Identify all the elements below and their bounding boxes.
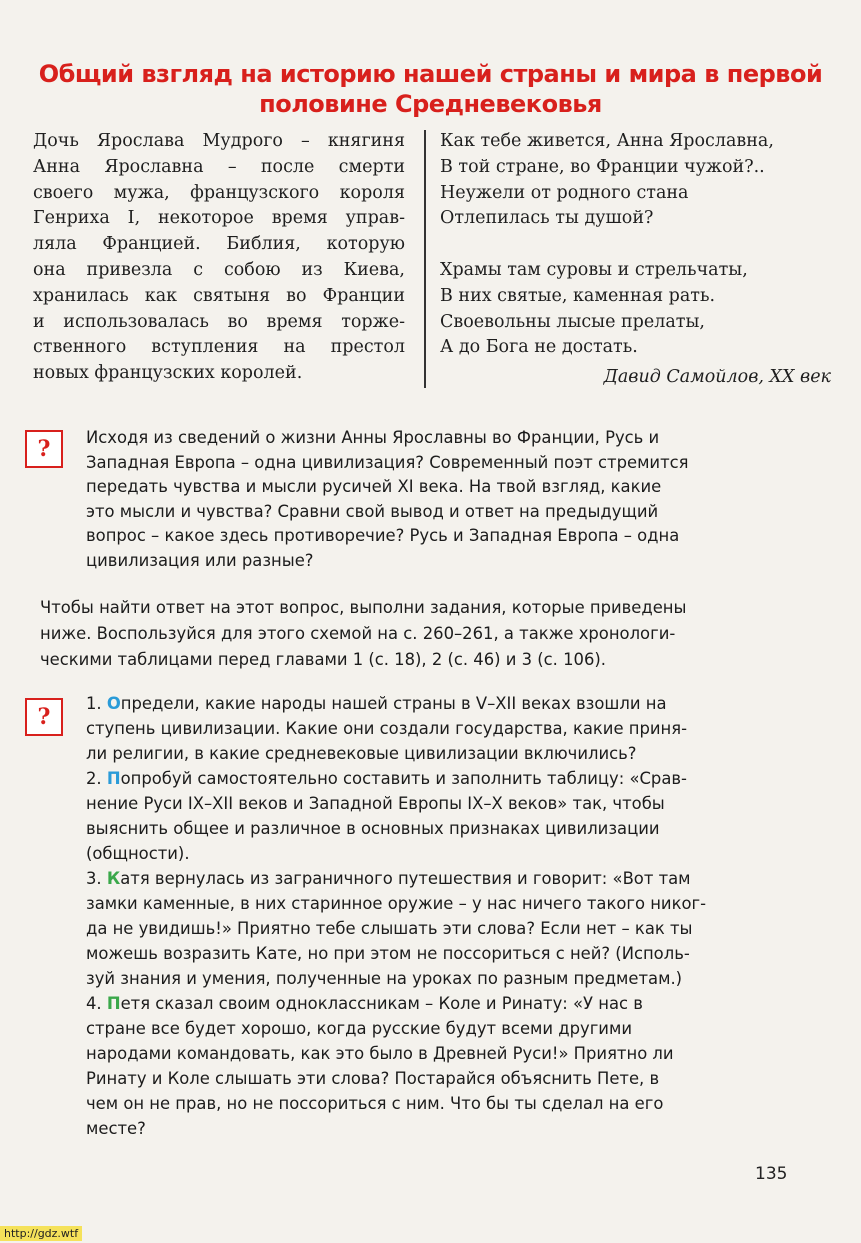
task-text: да не увидишь!» Приятно тебе слышать эти слова? Если нет – как ты — [86, 919, 693, 938]
task-line — [86, 1119, 146, 1138]
page-number: 135 — [755, 1164, 788, 1184]
text-line: и использовалась во время торже- — [33, 311, 405, 332]
task-text: предели, какие народы нашей страны в V–XII веках взошли на — [120, 694, 667, 713]
question-line: цивилизация или разные? — [86, 551, 314, 570]
text-line: своего мужа, французского короля — [33, 182, 405, 203]
instruction-line: ниже. Воспользуйся для этого схемой на с. 260–261, а также хронологи- — [40, 624, 676, 643]
task-line — [86, 744, 637, 763]
task-text: стране все будет хорошо, когда русские будут всеми другими — [86, 1019, 632, 1038]
task-text: (общности). — [86, 844, 190, 863]
poem-line: Как тебе живется, Анна Ярославна, — [440, 131, 774, 151]
task-line — [86, 1044, 674, 1063]
task-line — [86, 969, 682, 988]
text-line: ственного вступления на престол — [33, 337, 405, 358]
poem-line: Неужели от родного стана — [440, 182, 689, 203]
task-line — [86, 1019, 632, 1038]
question-icon: ? — [25, 698, 63, 736]
task-number: 4. — [86, 994, 107, 1013]
task-text: месте? — [86, 1119, 146, 1138]
text-line: Генриха I, некоторое время управ- — [33, 208, 405, 229]
task-text: атя вернулась из заграничного путешествия и говорит: «Вот там — [120, 869, 691, 888]
task-line — [86, 944, 690, 963]
task-item-2 — [86, 769, 687, 788]
text-line: новых французских королей. — [33, 363, 303, 384]
text-line: Анна Ярославна – после смерти — [33, 156, 405, 177]
task-number: 2. — [86, 769, 107, 788]
question-line: Западная Европа – одна цивилизация? Современный поэт стремится — [86, 452, 689, 472]
text-line: ляла Францией. Библия, которую — [33, 234, 405, 255]
task-item-1 — [86, 694, 667, 713]
task-text: етя сказал своим одноклассникам – Коле и Ринату: «У нас в — [120, 994, 643, 1013]
task-line — [86, 894, 706, 913]
question-line: это мысли и чувства? Сравни свой вывод и ответ на предыдущий — [86, 501, 659, 521]
task-text: чем он не прав, но не поссориться с ним. Что бы ты сделал на его — [86, 1094, 664, 1113]
task-text: опробуй самостоятельно составить и заполнить таблицу: «Срав- — [120, 769, 687, 788]
task-text: замки каменные, в них старинное оружие – у нас ничего такого никог- — [86, 894, 707, 913]
section-title-line-2: половине Средневековья — [259, 90, 602, 118]
task-number: 3. — [86, 869, 107, 888]
column-divider — [424, 130, 426, 388]
text-line: Дочь Ярослава Мудрого – княгиня — [33, 131, 405, 151]
task-item-3 — [86, 869, 691, 888]
task-initial-letter: О — [106, 694, 121, 713]
task-line — [86, 794, 665, 813]
task-initial-letter: П — [106, 769, 121, 788]
task-text: народами командовать, как это было в Древней Руси!» Приятно ли — [86, 1044, 674, 1063]
task-line — [86, 919, 692, 938]
task-initial-letter: К — [106, 869, 121, 888]
poem-line: Своевольны лысые прелаты, — [440, 311, 705, 332]
question-icon: ? — [25, 430, 63, 468]
task-text: ступень цивилизации. Какие они создали государства, какие приня- — [86, 719, 688, 738]
task-number: 1. — [86, 694, 107, 713]
task-initial-letter: П — [106, 994, 121, 1013]
text-line: хранилась как святыня во Франции — [33, 285, 405, 306]
question-line: Исходя из сведений о жизни Анны Ярославны во Франции, Русь и — [86, 428, 660, 447]
task-text: зуй знания и умения, полученные на уроках по разным предметам.) — [86, 969, 683, 988]
question-line: передать чувства и мысли русичей XI века. На твой взгляд, какие — [86, 477, 662, 497]
poem-author: Давид Самойлов, XX век — [603, 367, 831, 387]
instruction-line: Чтобы найти ответ на этот вопрос, выполни задания, которые приведены — [40, 598, 687, 617]
poem-line: А до Бога не достать. — [440, 337, 638, 358]
text-line: она привезла с собою из Киева, — [33, 260, 405, 280]
poem-line: В той стране, во Франции чужой?.. — [440, 156, 765, 177]
task-text: ли религии, в какие средневековые цивилизации включились? — [86, 744, 637, 763]
watermark-link[interactable]: http://gdz.wtf — [0, 1226, 82, 1241]
task-text: можешь возразить Кате, но при этом не поссориться с ней? (Исполь- — [86, 944, 690, 963]
poem-line: Храмы там суровы и стрельчаты, — [440, 260, 748, 280]
task-text: Ринату и Коле слышать эти слова? Постарайся объяснить Пете, в — [86, 1069, 660, 1088]
poem-line: В них святые, каменная рать. — [440, 285, 716, 306]
poem-line: Отлепилась ты душой? — [440, 208, 654, 229]
task-line — [86, 719, 687, 738]
task-item-4 — [86, 994, 643, 1013]
task-line — [86, 1069, 659, 1088]
instruction-line: ческими таблицами перед главами 1 (с. 18), 2 (с. 46) и 3 (с. 106). — [40, 650, 606, 669]
task-text: нение Руси IX–XII веков и Западной Европы IX–X веков» так, чтобы — [86, 794, 665, 813]
task-line — [86, 1094, 663, 1113]
section-title-line-1: Общий взгляд на историю нашей страны и мира в первой — [38, 60, 823, 88]
question-line: вопрос – какое здесь противоречие? Русь и Западная Европа – одна — [86, 526, 680, 546]
task-text: выяснить общее и различное в основных признаках цивилизации — [86, 819, 660, 838]
task-line — [86, 844, 190, 863]
task-line — [86, 819, 660, 838]
